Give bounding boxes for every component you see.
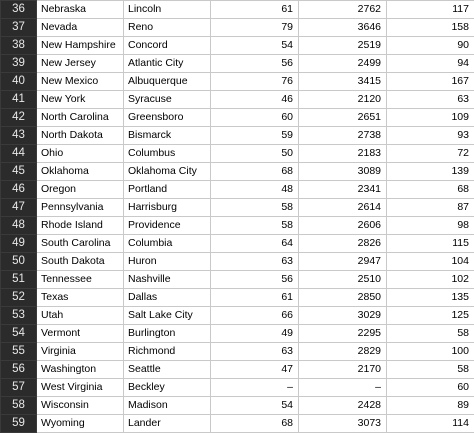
cell-value-b[interactable]: 2829 (299, 343, 387, 361)
row-header[interactable]: 46 (1, 181, 37, 199)
cell-city[interactable]: Huron (124, 253, 211, 271)
cell-value-a[interactable]: 54 (211, 37, 299, 55)
cell-city[interactable]: Lander (124, 415, 211, 433)
cell-city[interactable]: Concord (124, 37, 211, 55)
cell-value-a[interactable]: 66 (211, 307, 299, 325)
row-header[interactable]: 42 (1, 109, 37, 127)
cell-value-a[interactable]: 47 (211, 361, 299, 379)
cell-value-a[interactable]: 58 (211, 199, 299, 217)
cell-value-b[interactable]: 2947 (299, 253, 387, 271)
cell-value-c[interactable]: 58 (387, 325, 474, 343)
cell-value-a[interactable]: 56 (211, 55, 299, 73)
cell-value-a[interactable]: 76 (211, 73, 299, 91)
row-header[interactable]: 55 (1, 343, 37, 361)
cell-state[interactable]: New Mexico (37, 73, 124, 91)
cell-state[interactable]: Oregon (37, 181, 124, 199)
cell-state[interactable]: West Virginia (37, 379, 124, 397)
row-header[interactable]: 53 (1, 307, 37, 325)
cell-city[interactable]: Richmond (124, 343, 211, 361)
cell-value-c[interactable]: 72 (387, 145, 474, 163)
cell-value-a[interactable]: 64 (211, 235, 299, 253)
cell-value-c[interactable]: 135 (387, 289, 474, 307)
cell-city[interactable]: Dallas (124, 289, 211, 307)
cell-city[interactable]: Beckley (124, 379, 211, 397)
cell-city[interactable]: Atlantic City (124, 55, 211, 73)
table-row (1, 343, 474, 361)
table-row (1, 73, 474, 91)
cell-state[interactable]: Pennsylvania (37, 199, 124, 217)
table-row (1, 199, 474, 217)
table-row (1, 37, 474, 55)
row-header[interactable]: 36 (1, 1, 37, 19)
cell-city[interactable]: Lincoln (124, 1, 211, 19)
grid-body (1, 1, 474, 433)
row-header[interactable]: 52 (1, 289, 37, 307)
cell-value-c[interactable]: 125 (387, 307, 474, 325)
table-row (1, 253, 474, 271)
cell-value-a[interactable]: 48 (211, 181, 299, 199)
cell-state[interactable]: South Carolina (37, 235, 124, 253)
cell-state[interactable]: Wisconsin (37, 397, 124, 415)
cell-value-c[interactable]: 58 (387, 361, 474, 379)
table-row (1, 55, 474, 73)
table-row (1, 91, 474, 109)
table-row (1, 235, 474, 253)
cell-value-b[interactable]: 2510 (299, 271, 387, 289)
table-row (1, 325, 474, 343)
table-row (1, 361, 474, 379)
cell-state[interactable]: Ohio (37, 145, 124, 163)
cell-city[interactable]: Providence (124, 217, 211, 235)
cell-city[interactable]: Oklahoma City (124, 163, 211, 181)
cell-state[interactable]: Virginia (37, 343, 124, 361)
table-row (1, 19, 474, 37)
cell-value-c[interactable]: 60 (387, 379, 474, 397)
row-header[interactable]: 51 (1, 271, 37, 289)
table-row (1, 379, 474, 397)
cell-value-c[interactable]: 98 (387, 217, 474, 235)
cell-value-a[interactable]: 49 (211, 325, 299, 343)
cell-city[interactable]: Nashville (124, 271, 211, 289)
cell-value-a[interactable]: 60 (211, 109, 299, 127)
cell-value-a[interactable]: 58 (211, 217, 299, 235)
cell-value-a[interactable]: 63 (211, 343, 299, 361)
cell-value-b[interactable]: 2499 (299, 55, 387, 73)
cell-value-b[interactable]: 2428 (299, 397, 387, 415)
cell-value-b[interactable]: 2762 (299, 1, 387, 19)
table-row (1, 181, 474, 199)
cell-value-b[interactable]: 2738 (299, 127, 387, 145)
cell-city[interactable]: Reno (124, 19, 211, 37)
cell-state[interactable]: New Hampshire (37, 37, 124, 55)
row-header[interactable]: 39 (1, 55, 37, 73)
row-header[interactable]: 38 (1, 37, 37, 55)
cell-city[interactable]: Seattle (124, 361, 211, 379)
cell-value-a[interactable]: 59 (211, 127, 299, 145)
table-row (1, 217, 474, 235)
cell-state[interactable]: New York (37, 91, 124, 109)
cell-value-b[interactable]: 3073 (299, 415, 387, 433)
cell-state[interactable]: Wyoming (37, 415, 124, 433)
cell-state[interactable]: Tennessee (37, 271, 124, 289)
cell-value-c[interactable]: 90 (387, 37, 474, 55)
cell-value-b[interactable]: 2519 (299, 37, 387, 55)
row-header[interactable]: 54 (1, 325, 37, 343)
cell-value-c[interactable]: 115 (387, 235, 474, 253)
cell-value-c[interactable]: 102 (387, 271, 474, 289)
cell-value-a[interactable]: 46 (211, 91, 299, 109)
cell-city[interactable]: Portland (124, 181, 211, 199)
table-row (1, 289, 474, 307)
cell-value-a[interactable]: 68 (211, 163, 299, 181)
cell-value-c[interactable]: 114 (387, 415, 474, 433)
cell-state[interactable]: Nevada (37, 19, 124, 37)
row-header[interactable]: 49 (1, 235, 37, 253)
cell-value-b[interactable]: 3415 (299, 73, 387, 91)
cell-value-b[interactable]: – (299, 379, 387, 397)
cell-city[interactable]: Madison (124, 397, 211, 415)
table-row (1, 145, 474, 163)
cell-value-b[interactable]: 2614 (299, 199, 387, 217)
cell-city[interactable]: Harrisburg (124, 199, 211, 217)
table-row (1, 1, 474, 19)
row-header[interactable]: 44 (1, 145, 37, 163)
cell-city[interactable]: Albuquerque (124, 73, 211, 91)
cell-state[interactable]: Washington (37, 361, 124, 379)
cell-value-a[interactable]: 61 (211, 1, 299, 19)
cell-city[interactable]: Bismarck (124, 127, 211, 145)
row-header[interactable]: 40 (1, 73, 37, 91)
cell-state[interactable]: Texas (37, 289, 124, 307)
cell-value-a[interactable]: 54 (211, 397, 299, 415)
row-header[interactable]: 58 (1, 397, 37, 415)
cell-value-c[interactable]: 68 (387, 181, 474, 199)
cell-value-a[interactable]: 50 (211, 145, 299, 163)
cell-value-c[interactable]: 158 (387, 19, 474, 37)
table-row (1, 397, 474, 415)
cell-state[interactable]: Rhode Island (37, 217, 124, 235)
cell-value-b[interactable]: 2826 (299, 235, 387, 253)
cell-value-c[interactable]: 167 (387, 73, 474, 91)
cell-city[interactable]: Salt Lake City (124, 307, 211, 325)
cell-value-c[interactable]: 89 (387, 397, 474, 415)
cell-value-c[interactable]: 109 (387, 109, 474, 127)
cell-state[interactable]: North Carolina (37, 109, 124, 127)
cell-city[interactable]: Greensboro (124, 109, 211, 127)
row-header[interactable]: 56 (1, 361, 37, 379)
cell-value-a[interactable]: 79 (211, 19, 299, 37)
cell-value-b[interactable]: 2651 (299, 109, 387, 127)
table-row (1, 163, 474, 181)
cell-value-b[interactable]: 2341 (299, 181, 387, 199)
cell-value-c[interactable]: 117 (387, 1, 474, 19)
cell-state[interactable]: Utah (37, 307, 124, 325)
cell-state[interactable]: South Dakota (37, 253, 124, 271)
cell-value-c[interactable]: 104 (387, 253, 474, 271)
cell-value-b[interactable]: 2183 (299, 145, 387, 163)
row-header[interactable]: 43 (1, 127, 37, 145)
cell-value-b[interactable]: 2120 (299, 91, 387, 109)
cell-value-a[interactable]: 63 (211, 253, 299, 271)
row-header[interactable]: 59 (1, 415, 37, 433)
cell-value-c[interactable]: 87 (387, 199, 474, 217)
cell-city[interactable]: Columbus (124, 145, 211, 163)
cell-value-a[interactable]: 56 (211, 271, 299, 289)
row-header[interactable]: 48 (1, 217, 37, 235)
table-row (1, 415, 474, 433)
cell-value-a[interactable]: 61 (211, 289, 299, 307)
row-header[interactable]: 37 (1, 19, 37, 37)
table-row (1, 127, 474, 145)
cell-value-b[interactable]: 3089 (299, 163, 387, 181)
table-row (1, 109, 474, 127)
table-row (1, 307, 474, 325)
cell-value-c[interactable]: 94 (387, 55, 474, 73)
cell-value-a[interactable]: 68 (211, 415, 299, 433)
cell-city[interactable]: Burlington (124, 325, 211, 343)
row-header[interactable]: 47 (1, 199, 37, 217)
row-header[interactable]: 50 (1, 253, 37, 271)
table-row (1, 271, 474, 289)
cell-value-b[interactable]: 3646 (299, 19, 387, 37)
cell-value-b[interactable]: 2170 (299, 361, 387, 379)
cell-value-b[interactable]: 2606 (299, 217, 387, 235)
cell-value-a[interactable]: – (211, 379, 299, 397)
cell-value-c[interactable]: 100 (387, 343, 474, 361)
cell-value-c[interactable]: 63 (387, 91, 474, 109)
cell-state[interactable]: Nebraska (37, 1, 124, 19)
cell-state[interactable]: New Jersey (37, 55, 124, 73)
cell-value-c[interactable]: 139 (387, 163, 474, 181)
row-header[interactable]: 45 (1, 163, 37, 181)
cell-state[interactable]: North Dakota (37, 127, 124, 145)
row-header[interactable]: 57 (1, 379, 37, 397)
cell-city[interactable]: Syracuse (124, 91, 211, 109)
row-header[interactable]: 41 (1, 91, 37, 109)
cell-value-b[interactable]: 3029 (299, 307, 387, 325)
cell-state[interactable]: Vermont (37, 325, 124, 343)
cell-value-b[interactable]: 2295 (299, 325, 387, 343)
cell-value-c[interactable]: 93 (387, 127, 474, 145)
cell-city[interactable]: Columbia (124, 235, 211, 253)
cell-state[interactable]: Oklahoma (37, 163, 124, 181)
cell-value-b[interactable]: 2850 (299, 289, 387, 307)
